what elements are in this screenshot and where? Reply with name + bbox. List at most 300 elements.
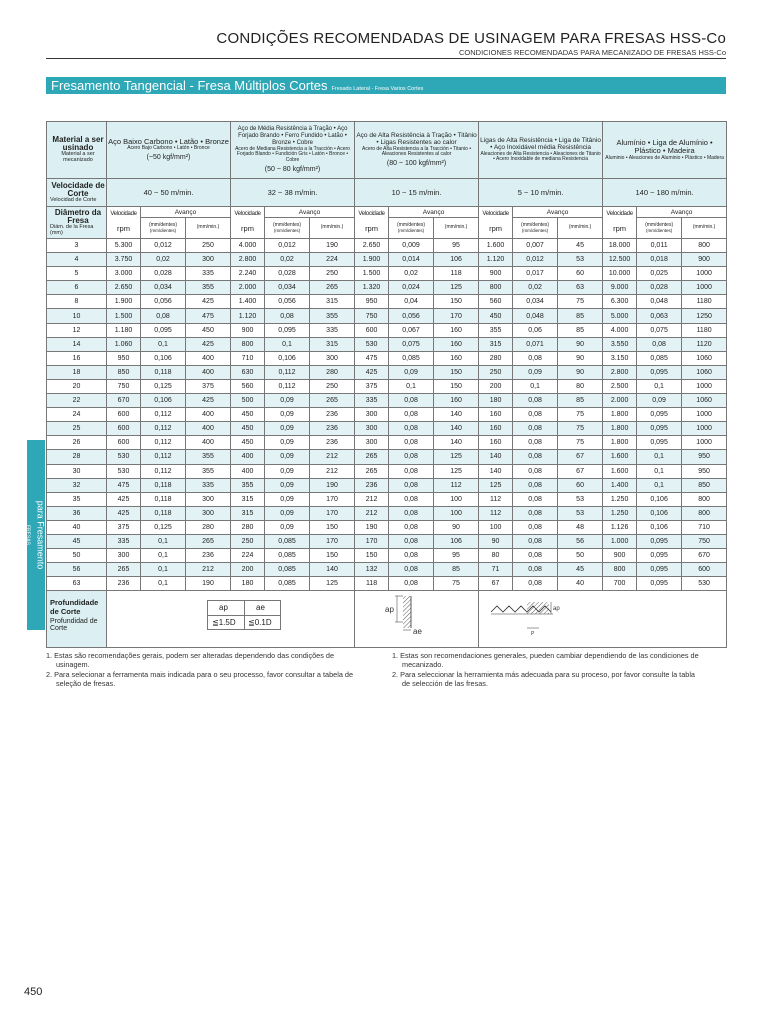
material-name-es: Acero de Mediana Resistencia a la Tracción • Acero Forjado Blando • Fundición Gris • Latón • Bronce • Cobre bbox=[235, 145, 350, 164]
unit-mm-dientes: (mm/dientes) bbox=[149, 228, 177, 234]
ap-label: ap bbox=[219, 603, 228, 613]
value-cell: 10.000 bbox=[603, 267, 637, 281]
value-cell: 800 bbox=[682, 506, 727, 520]
value-cell: 0,09 bbox=[389, 365, 434, 379]
rpm-label: rpm bbox=[365, 224, 378, 233]
value-cell: 335 bbox=[355, 394, 389, 408]
value-cell: 1.120 bbox=[479, 253, 513, 267]
value-cell: 1.400 bbox=[231, 295, 265, 309]
value-cell: 250 bbox=[310, 379, 355, 393]
value-cell: 0,08 bbox=[389, 450, 434, 464]
diameter-cell: 6 bbox=[47, 281, 107, 295]
diameter-cell: 40 bbox=[47, 520, 107, 534]
value-cell: 950 bbox=[682, 464, 727, 478]
value-cell: 75 bbox=[558, 436, 603, 450]
value-cell: 900 bbox=[479, 267, 513, 281]
speed-col-label: Velocidade bbox=[482, 211, 509, 217]
value-cell: 0,08 bbox=[513, 478, 558, 492]
value-cell: 0,071 bbox=[513, 337, 558, 351]
depth-label: Profundidade de Corte bbox=[50, 598, 99, 616]
value-cell: 90 bbox=[558, 337, 603, 351]
feed-col-header: Avanço bbox=[265, 207, 355, 218]
side-tab bbox=[13, 440, 46, 630]
value-cell: 0,095 bbox=[637, 563, 682, 577]
value-cell: 0,034 bbox=[141, 281, 186, 295]
value-cell: 0,08 bbox=[389, 534, 434, 548]
value-cell: 85 bbox=[434, 563, 479, 577]
value-cell: 425 bbox=[355, 365, 389, 379]
value-cell: 150 bbox=[434, 379, 479, 393]
value-cell: 400 bbox=[186, 365, 231, 379]
material-header bbox=[479, 122, 603, 179]
value-cell: 75 bbox=[434, 577, 479, 591]
value-cell: 160 bbox=[434, 337, 479, 351]
value-cell: 355 bbox=[231, 478, 265, 492]
value-cell: 90 bbox=[479, 534, 513, 548]
unit-mm-dentes: (mm/dentes) bbox=[521, 221, 550, 228]
diameter-cell: 63 bbox=[47, 577, 107, 591]
section-title: Fresamento Tangencial - Fresa Múltiplos Cortes bbox=[51, 78, 328, 93]
table-row bbox=[47, 337, 727, 351]
diameter-cell: 18 bbox=[47, 365, 107, 379]
value-cell: 140 bbox=[434, 436, 479, 450]
value-cell: 0,1 bbox=[141, 337, 186, 351]
value-cell: 280 bbox=[479, 351, 513, 365]
diameter-cell: 30 bbox=[47, 464, 107, 478]
unit-mm-min-label: (mm/min.) bbox=[568, 224, 592, 231]
value-cell: 280 bbox=[186, 520, 231, 534]
value-cell: 0,075 bbox=[637, 323, 682, 337]
value-cell: 0,09 bbox=[637, 394, 682, 408]
value-cell: 236 bbox=[310, 408, 355, 422]
diagram-p-label: P bbox=[531, 631, 535, 638]
value-cell: 0,02 bbox=[141, 253, 186, 267]
value-cell: 355 bbox=[479, 323, 513, 337]
value-cell: 450 bbox=[479, 309, 513, 323]
table-row bbox=[47, 394, 727, 408]
value-cell: 450 bbox=[231, 408, 265, 422]
value-cell: 1.250 bbox=[603, 506, 637, 520]
value-cell: 0,118 bbox=[141, 506, 186, 520]
value-cell: 1.126 bbox=[603, 520, 637, 534]
value-cell: 90 bbox=[558, 351, 603, 365]
value-cell: 0,08 bbox=[513, 563, 558, 577]
value-cell: 71 bbox=[479, 563, 513, 577]
cut-area bbox=[527, 602, 549, 614]
unit-mm-tooth bbox=[389, 218, 434, 239]
value-cell: 425 bbox=[186, 295, 231, 309]
speed-col-header bbox=[603, 207, 637, 239]
value-cell: 1180 bbox=[682, 323, 727, 337]
unit-mm-min-label: (mm/min.) bbox=[444, 224, 468, 231]
value-cell: 63 bbox=[558, 281, 603, 295]
value-cell: 140 bbox=[434, 408, 479, 422]
value-cell: 95 bbox=[434, 549, 479, 563]
value-cell: 56 bbox=[558, 534, 603, 548]
unit-mm-dientes: (mm/dientes) bbox=[273, 228, 301, 234]
value-cell: 0,014 bbox=[389, 253, 434, 267]
value-cell: 315 bbox=[479, 337, 513, 351]
value-cell: 265 bbox=[107, 563, 141, 577]
diameter-cell: 20 bbox=[47, 379, 107, 393]
value-cell: 0,009 bbox=[389, 239, 434, 253]
value-cell: 560 bbox=[479, 295, 513, 309]
value-cell: 265 bbox=[310, 281, 355, 295]
value-cell: 95 bbox=[434, 239, 479, 253]
value-cell: 375 bbox=[107, 520, 141, 534]
depth-label-es: Profundidad de Corte bbox=[50, 617, 98, 632]
value-cell: 0,106 bbox=[637, 506, 682, 520]
value-cell: 0,048 bbox=[513, 309, 558, 323]
value-cell: 0,09 bbox=[265, 506, 310, 520]
rpm-label: rpm bbox=[241, 224, 254, 233]
value-cell: 355 bbox=[186, 464, 231, 478]
value-cell: 475 bbox=[107, 478, 141, 492]
value-cell: 0,08 bbox=[389, 492, 434, 506]
value-cell: 0,085 bbox=[637, 351, 682, 365]
value-cell: 0,06 bbox=[513, 323, 558, 337]
value-cell: 400 bbox=[186, 351, 231, 365]
value-cell: 224 bbox=[231, 549, 265, 563]
diameter-cell: 45 bbox=[47, 534, 107, 548]
value-cell: 0,095 bbox=[637, 534, 682, 548]
table-row bbox=[47, 239, 727, 253]
value-cell: 0,112 bbox=[265, 379, 310, 393]
value-cell: 0,106 bbox=[141, 394, 186, 408]
value-cell: 0,125 bbox=[141, 520, 186, 534]
value-cell: 90 bbox=[558, 365, 603, 379]
value-cell: 0,106 bbox=[265, 351, 310, 365]
depth-diagram-cell-2 bbox=[479, 591, 727, 648]
unit-mm-dientes: (mm/dientes) bbox=[397, 228, 425, 234]
value-cell: 0,106 bbox=[637, 520, 682, 534]
value-cell: 530 bbox=[355, 337, 389, 351]
value-cell: 355 bbox=[186, 281, 231, 295]
value-cell: 0,08 bbox=[513, 394, 558, 408]
value-cell: 0,09 bbox=[265, 464, 310, 478]
diameter-label: Diâmetro da Fresa bbox=[54, 207, 102, 225]
speed-col-label: Velocidade bbox=[234, 211, 261, 217]
value-cell: 335 bbox=[107, 534, 141, 548]
data-rows bbox=[47, 239, 727, 591]
value-cell: 236 bbox=[186, 549, 231, 563]
diameter-label-es: Diám. de la Fresa (mm) bbox=[50, 223, 94, 236]
unit-mm-min bbox=[558, 218, 603, 239]
value-cell: 180 bbox=[479, 394, 513, 408]
value-cell: 160 bbox=[434, 351, 479, 365]
value-cell: 0,08 bbox=[513, 534, 558, 548]
value-cell: 0,095 bbox=[637, 408, 682, 422]
value-cell: 1.120 bbox=[231, 309, 265, 323]
value-cell: 200 bbox=[479, 379, 513, 393]
diameter-cell: 22 bbox=[47, 394, 107, 408]
value-cell: 125 bbox=[434, 450, 479, 464]
value-cell: 100 bbox=[434, 492, 479, 506]
value-cell: 355 bbox=[310, 309, 355, 323]
value-cell: 18.000 bbox=[603, 239, 637, 253]
value-cell: 0,1 bbox=[141, 563, 186, 577]
cutting-speed-value: 10 ~ 15 m/min. bbox=[355, 179, 479, 207]
unit-mm-min bbox=[310, 218, 355, 239]
value-cell: 0,112 bbox=[141, 436, 186, 450]
value-cell: 0,007 bbox=[513, 239, 558, 253]
note-pt-1: 1. Estas são recomendações gerais, podem ser alteradas dependendo das condições de usinagem. bbox=[46, 651, 335, 670]
value-cell: 125 bbox=[434, 281, 479, 295]
value-cell: 112 bbox=[434, 478, 479, 492]
material-name-es: Acero Bajo Carbono • Latón • Bronce bbox=[127, 145, 210, 152]
value-cell: 450 bbox=[186, 323, 231, 337]
value-cell: 190 bbox=[355, 520, 389, 534]
table-row bbox=[47, 464, 727, 478]
value-cell: 1.400 bbox=[603, 478, 637, 492]
value-cell: 5.300 bbox=[107, 239, 141, 253]
diameter-cell: 5 bbox=[47, 267, 107, 281]
value-cell: 335 bbox=[310, 323, 355, 337]
value-cell: 125 bbox=[434, 464, 479, 478]
value-cell: 170 bbox=[434, 309, 479, 323]
value-cell: 1.180 bbox=[107, 323, 141, 337]
material-label-es: Material a ser mecanizado bbox=[61, 151, 95, 163]
value-cell: 0,09 bbox=[265, 408, 310, 422]
value-cell: 75 bbox=[558, 422, 603, 436]
material-name-es: Aleaciones de Alta Resistencia • Aleaciones de Titanio • Acero Inoxidable de mediana Resistencia bbox=[480, 150, 601, 163]
value-cell: 0,09 bbox=[265, 450, 310, 464]
value-cell: 0,08 bbox=[389, 478, 434, 492]
value-cell: 0,056 bbox=[265, 295, 310, 309]
value-cell: 300 bbox=[355, 436, 389, 450]
unit-mm-min bbox=[434, 218, 479, 239]
value-cell: 0,08 bbox=[389, 563, 434, 577]
unit-mm-min-label: (mm/min.) bbox=[320, 224, 344, 231]
value-cell: 1.600 bbox=[479, 239, 513, 253]
value-cell: 0,09 bbox=[265, 520, 310, 534]
value-cell: 1.800 bbox=[603, 422, 637, 436]
ap-value: ≦1.5D bbox=[212, 618, 236, 628]
feed-col-header: Avanço bbox=[637, 207, 727, 218]
header-divider bbox=[46, 58, 726, 59]
value-cell: 140 bbox=[479, 464, 513, 478]
value-cell: 2.650 bbox=[355, 239, 389, 253]
table-row bbox=[47, 253, 727, 267]
table-row bbox=[47, 492, 727, 506]
value-cell: 0,018 bbox=[637, 253, 682, 267]
speed-col-header bbox=[355, 207, 389, 239]
speed-col-header bbox=[231, 207, 265, 239]
material-header-row bbox=[47, 122, 727, 179]
value-cell: 212 bbox=[310, 464, 355, 478]
value-cell: 0,085 bbox=[265, 577, 310, 591]
value-cell: 0,02 bbox=[389, 267, 434, 281]
unit-mm-dentes: (mm/dentes) bbox=[272, 221, 302, 228]
value-cell: 4.000 bbox=[603, 323, 637, 337]
value-cell: 2.240 bbox=[231, 267, 265, 281]
value-cell: 45 bbox=[558, 239, 603, 253]
table-row bbox=[47, 478, 727, 492]
cutting-speed-label-es: Velocidad de Corte bbox=[50, 196, 97, 203]
unit-mm-dentes: (mm/dentes) bbox=[397, 221, 426, 228]
unit-mm-min bbox=[186, 218, 231, 239]
value-cell: 224 bbox=[310, 253, 355, 267]
value-cell: 0,08 bbox=[513, 520, 558, 534]
value-cell: 0,067 bbox=[389, 323, 434, 337]
value-cell: 53 bbox=[558, 253, 603, 267]
value-cell: 0,095 bbox=[637, 422, 682, 436]
milling-diagram bbox=[367, 592, 477, 638]
diagram-ap-label: ap bbox=[385, 605, 394, 615]
value-cell: 0,112 bbox=[141, 408, 186, 422]
unit-mm-tooth bbox=[265, 218, 310, 239]
value-cell: 0,08 bbox=[513, 408, 558, 422]
value-cell: 800 bbox=[603, 563, 637, 577]
material-header bbox=[355, 122, 479, 179]
material-name: Ligas de Alta Resistência • Liga de Titânio • Aço Inoxidável média Resistência bbox=[480, 136, 601, 152]
ae-label: ae bbox=[256, 603, 265, 613]
value-cell: 190 bbox=[310, 478, 355, 492]
value-cell: 0,012 bbox=[513, 253, 558, 267]
value-cell: 212 bbox=[355, 492, 389, 506]
value-cell: 0,08 bbox=[513, 549, 558, 563]
value-cell: 200 bbox=[231, 563, 265, 577]
value-cell: 0,08 bbox=[265, 309, 310, 323]
table-row bbox=[47, 281, 727, 295]
value-cell: 0,011 bbox=[637, 239, 682, 253]
value-cell: 45 bbox=[558, 563, 603, 577]
value-cell: 300 bbox=[186, 506, 231, 520]
note-es-1: 1. Estas son recomendaciones generales, pueden cambiar dependiendo de las condiciones de mecanizado. bbox=[392, 651, 699, 670]
value-cell: 125 bbox=[310, 577, 355, 591]
value-cell: 1.900 bbox=[107, 295, 141, 309]
value-cell: 150 bbox=[310, 520, 355, 534]
value-cell: 160 bbox=[434, 323, 479, 337]
value-cell: 67 bbox=[558, 464, 603, 478]
value-cell: 530 bbox=[107, 450, 141, 464]
value-cell: 670 bbox=[107, 394, 141, 408]
value-cell: 900 bbox=[603, 549, 637, 563]
value-cell: 1180 bbox=[682, 295, 727, 309]
value-cell: 425 bbox=[107, 506, 141, 520]
table-row bbox=[47, 506, 727, 520]
value-cell: 0,1 bbox=[513, 379, 558, 393]
value-cell: 0,085 bbox=[265, 549, 310, 563]
value-cell: 950 bbox=[682, 450, 727, 464]
value-cell: 0,125 bbox=[141, 379, 186, 393]
diameter-cell: 25 bbox=[47, 422, 107, 436]
value-cell: 0,08 bbox=[389, 422, 434, 436]
value-cell: 60 bbox=[558, 478, 603, 492]
material-header bbox=[231, 122, 355, 179]
value-cell: 0,034 bbox=[513, 295, 558, 309]
value-cell: 90 bbox=[434, 520, 479, 534]
cutting-speed-value: 32 ~ 38 m/min. bbox=[231, 179, 355, 207]
value-cell: 212 bbox=[355, 506, 389, 520]
value-cell: 1000 bbox=[682, 422, 727, 436]
value-cell: 280 bbox=[310, 365, 355, 379]
value-cell: 250 bbox=[186, 239, 231, 253]
value-cell: 0,08 bbox=[389, 520, 434, 534]
unit-mm-tooth bbox=[141, 218, 186, 239]
value-cell: 530 bbox=[682, 577, 727, 591]
depth-mini-table bbox=[207, 600, 281, 630]
value-cell: 265 bbox=[355, 450, 389, 464]
value-cell: 125 bbox=[479, 478, 513, 492]
section-banner bbox=[46, 77, 726, 94]
value-cell: 53 bbox=[558, 506, 603, 520]
material-strength: (50 ~ 80 kgf/mm²) bbox=[264, 165, 321, 173]
value-cell: 0,08 bbox=[513, 450, 558, 464]
value-cell: 170 bbox=[355, 534, 389, 548]
value-cell: 0,118 bbox=[141, 478, 186, 492]
value-cell: 0,025 bbox=[637, 267, 682, 281]
table-row bbox=[47, 295, 727, 309]
material-label-cell bbox=[47, 122, 107, 179]
value-cell: 67 bbox=[479, 577, 513, 591]
value-cell: 60 bbox=[558, 267, 603, 281]
material-name: Aço Baixo Carbono • Latão • Bronze bbox=[108, 136, 229, 146]
value-cell: 530 bbox=[107, 464, 141, 478]
diagram-ae-label: ae bbox=[413, 627, 422, 637]
value-cell: 400 bbox=[186, 408, 231, 422]
value-cell: 0,09 bbox=[265, 422, 310, 436]
depth-values-cell bbox=[107, 591, 355, 648]
value-cell: 12.500 bbox=[603, 253, 637, 267]
cutting-speed-row bbox=[47, 179, 727, 207]
material-header bbox=[107, 122, 231, 179]
value-cell: 750 bbox=[682, 534, 727, 548]
value-cell: 670 bbox=[682, 549, 727, 563]
ae-value: ≦0.1D bbox=[248, 618, 272, 628]
value-cell: 425 bbox=[186, 394, 231, 408]
value-cell: 1.900 bbox=[355, 253, 389, 267]
value-cell: 800 bbox=[231, 337, 265, 351]
value-cell: 0,118 bbox=[141, 492, 186, 506]
speed-col-label: Velocidade bbox=[606, 211, 633, 217]
value-cell: 2.500 bbox=[603, 379, 637, 393]
diameter-cell: 50 bbox=[47, 549, 107, 563]
value-cell: 1.800 bbox=[603, 436, 637, 450]
value-cell: 600 bbox=[682, 563, 727, 577]
value-cell: 265 bbox=[186, 534, 231, 548]
value-cell: 0,09 bbox=[513, 365, 558, 379]
value-cell: 2.800 bbox=[231, 253, 265, 267]
value-cell: 132 bbox=[355, 563, 389, 577]
value-cell: 1.600 bbox=[603, 464, 637, 478]
value-cell: 0,012 bbox=[141, 239, 186, 253]
diameter-cell: 26 bbox=[47, 436, 107, 450]
value-cell: 0,112 bbox=[141, 464, 186, 478]
value-cell: 0,012 bbox=[265, 239, 310, 253]
value-cell: 0,08 bbox=[637, 337, 682, 351]
value-cell: 112 bbox=[479, 506, 513, 520]
value-cell: 315 bbox=[231, 506, 265, 520]
value-cell: 1.800 bbox=[603, 408, 637, 422]
side-cut-diagram bbox=[489, 592, 579, 638]
depth-row bbox=[47, 591, 727, 648]
value-cell: 0,08 bbox=[513, 351, 558, 365]
material-header bbox=[603, 122, 727, 179]
value-cell: 0,08 bbox=[389, 394, 434, 408]
value-cell: 0,08 bbox=[389, 436, 434, 450]
subheader-row bbox=[47, 207, 727, 218]
table-row bbox=[47, 351, 727, 365]
value-cell: 4.000 bbox=[231, 239, 265, 253]
value-cell: 630 bbox=[231, 365, 265, 379]
section-subtitle: Fresado Lateral - Fresa Varios Cortes bbox=[331, 86, 424, 92]
value-cell: 750 bbox=[107, 379, 141, 393]
depth-diagram-cell bbox=[355, 591, 479, 648]
value-cell: 212 bbox=[186, 563, 231, 577]
table-row bbox=[47, 520, 727, 534]
value-cell: 0,028 bbox=[637, 281, 682, 295]
